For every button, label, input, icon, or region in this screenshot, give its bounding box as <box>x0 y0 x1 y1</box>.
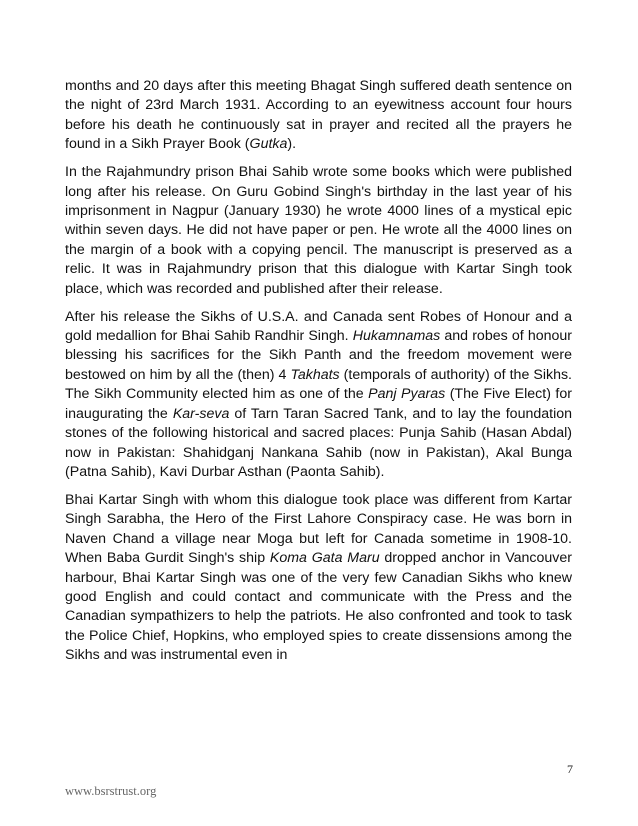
italic-term: Kar-seva <box>172 405 230 422</box>
text-run: (temporals of authority) of the Sikhs. The Sikh Community elected him as one of the <box>65 366 572 403</box>
text-run: (The Five Elect) for inaugurating the <box>65 386 572 422</box>
body-text <box>65 77 572 674</box>
text-run: ). <box>287 136 297 153</box>
text-run: Bhai Kartar Singh with whom this dialogue took place was different from Kartar Singh Sarabha, the Hero of the First Lahore Conspiracy case. He was born in Naven Chand a village near Moga but left for Canada sometime in 1908-10. When Baba Gurdit Singh's ship <box>65 491 572 567</box>
text-run: of Tarn Taran Sacred Tank, and to lay the foundation stones of the following historical and sacred places: Punja Sahib (Hasan Abdal) now in Pakistan: Shahidganj Nankana Sahib (now in Pakistan), Akal Bunga (Patna Sahib), Kavi Durbar Asthan (Paonta Sahib). <box>65 405 573 480</box>
page-number: 7 <box>567 762 573 776</box>
paragraph <box>65 308 572 483</box>
text-run: After his release the Sikhs of U.S.A. and Canada sent Robes of Honour and a gold medallion for Bhai Sahib Randhir Singh. <box>65 308 572 345</box>
text-run: dropped anchor in Vancouver harbour, Bhai Kartar Singh was one of the very few Canadian Sikhs who knew good English and could contact and communicate with the Press and the Canadian sympathizers to help the patriots. He also confronted and took to task the Police Chief, Hopkins, who employed spies to create dissensions among the Sikhs and was instrumental even in <box>65 550 572 664</box>
italic-term: Gutka <box>249 136 288 153</box>
paragraph <box>65 163 572 299</box>
text-run: and robes of honour blessing his sacrifices for the Sikh Panth and the freedom movement were bestowed on him by all the (then) 4 <box>65 328 572 383</box>
italic-term: Koma Gata Maru <box>269 550 380 567</box>
paragraph <box>65 77 572 155</box>
paragraph <box>65 491 572 666</box>
footer-url: www.bsrstrust.org <box>65 784 157 798</box>
italic-term: Panj Pyaras <box>368 386 446 403</box>
italic-term: Hukamnamas <box>352 328 441 345</box>
text-run: In the Rajahmundry prison Bhai Sahib wrote some books which were published long after his release. On Guru Gobind Singh's birthday in the last year of his imprisonment in Nagpur (January 1930) he wrote 4000 lines of a mystical epic within seven days. He did not have paper or pen. He wrote all the 4000 lines on the margin of a book with a copying pencil. The manuscript is preserved as a relic. It was in Rajahmundry prison that this dialogue with Kartar Singh took place, which was recorded and published after their release. <box>65 164 572 297</box>
italic-term: Takhats <box>290 366 340 383</box>
text-run: months and 20 days after this meeting Bhagat Singh suffered death sentence on the night of 23rd March 1931. According to an eyewitness account four hours before his death he continuously sat in prayer and recited all the prayers he found in a Sikh Prayer Book ( <box>65 78 572 153</box>
